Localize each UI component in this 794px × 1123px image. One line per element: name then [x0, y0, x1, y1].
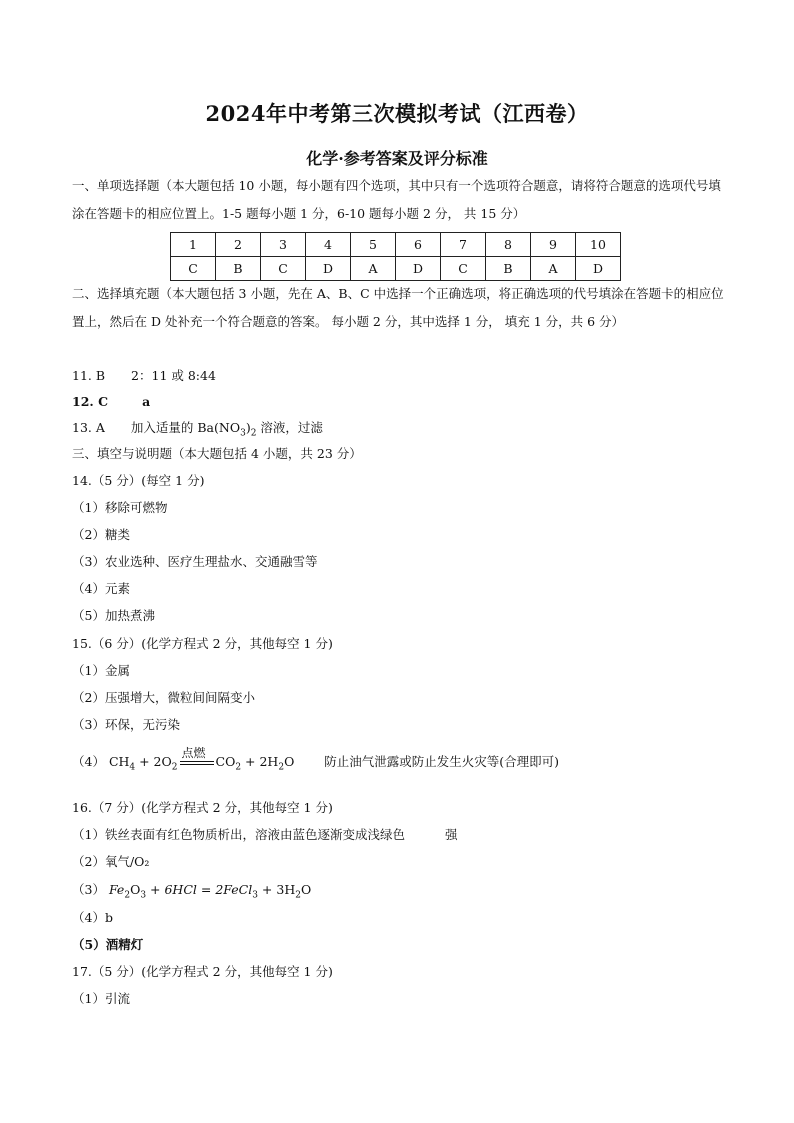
page-title: 2024年中考第三次模拟考试（江西卷） — [205, 101, 589, 126]
q16-item2: （2）氧气/O₂ — [72, 854, 150, 869]
q14-item: （5）加热煮沸 — [72, 608, 155, 623]
answer-cell: D — [306, 257, 351, 281]
q13-number: 13. A — [72, 420, 105, 435]
q13-line — [72, 420, 323, 442]
answer-cell: B — [486, 257, 531, 281]
q13-fill: 加入适量的 $Ba(NO_3)_2$ 溶液，过滤 — [130, 420, 323, 439]
q15-item: （2）压强增大，微粒间间隔变小 — [72, 690, 255, 705]
question-number-cell: 8 — [486, 233, 531, 257]
answer-cell: D — [576, 257, 621, 281]
q16-item1-line — [72, 827, 457, 843]
answer-cell: C — [441, 257, 486, 281]
q16-item1: （1）铁丝表面有红色物质析出，溶液由蓝色逐渐变成浅绿色 — [72, 827, 405, 842]
question-number-cell: 1 — [171, 233, 216, 257]
q17-head: 17.（5 分）(化学方程式 2 分，其他每空 1 分) — [72, 964, 333, 979]
section2-heading: 二、选择填充题（本大题包括 3 小题，先在 A、B、C 中选择一个正确选项，将正确选项的代号填涂在答题卡的相应位置上，然后在 D 处补充一个符合题意的答案。 每小题 2 分，其中选择 1 分， 填充 1 分，共 6 分） — [72, 286, 724, 329]
q12-fill: a — [142, 394, 151, 409]
answer-cell: C — [261, 257, 306, 281]
q16-item4: （4）b — [72, 910, 113, 925]
combustion-equation: $CH_4 + 2O_2$ 点燃 $CO_2 + 2H_2O$ — [108, 745, 295, 773]
question-number-cell: 4 — [306, 233, 351, 257]
table-row-numbers — [171, 233, 621, 257]
q11-fill: 2：11 或 8:44 — [131, 368, 216, 383]
table-row-answers — [171, 257, 621, 281]
answer-cell: A — [531, 257, 576, 281]
q12-line — [72, 394, 150, 410]
section1-heading: 一、单项选择题（本大题包括 10 小题，每小题有四个选项，其中只有一个选项符合题意，请将符合题意的选项代号填涂在答题卡的相应位置上。1-5 题每小题 1 分，6-10 题每小题 2 分， 共 15 分） — [72, 178, 721, 221]
q14-item: （1）移除可燃物 — [72, 500, 168, 515]
answer-cell: B — [216, 257, 261, 281]
q14-item: （4）元素 — [72, 581, 130, 596]
q15-item: （3）环保，无污染 — [72, 717, 180, 732]
q15-item4-note: 防止油气泄露或防止发生火灾等(合理即可) — [324, 754, 560, 769]
answer-cell: A — [351, 257, 396, 281]
question-number-cell: 6 — [396, 233, 441, 257]
q14-item: （2）糖类 — [72, 527, 130, 542]
q16-item1-extra: 强 — [444, 827, 458, 842]
q14-item: （3）农业选种、医疗生理盐水、交通融雪等 — [72, 554, 318, 569]
q12-number: 12. C — [72, 394, 109, 409]
q15-item4-equation-line: （4） $CH_4 + 2O_2$ 点燃 $CO_2 + 2H_2O$ 防止油气泄露或防止发生火灾等(合理即可) — [72, 745, 560, 773]
rust-acid-equation: $Fe_2O_3 + 6HCl$ = 2FeCl$_3$ + $3H_2O$ — [108, 882, 312, 901]
page-subtitle: 化学·参考答案及评分标准 — [306, 149, 488, 168]
q11-line — [72, 368, 216, 384]
question-number-cell: 3 — [261, 233, 306, 257]
question-number-cell: 5 — [351, 233, 396, 257]
q15-item: （1）金属 — [72, 663, 130, 678]
section3-heading: 三、填空与说明题（本大题包括 4 小题，共 23 分） — [72, 446, 362, 461]
q16-head: 16.（7 分）(化学方程式 2 分，其他每空 1 分) — [72, 800, 333, 815]
q14-head: 14.（5 分）(每空 1 分) — [72, 473, 205, 488]
q16-item3-equation-line: （3） $Fe_2O_3 + 6HCl$ = 2FeCl$_3$ + $3H_2O$ — [72, 882, 312, 901]
q16-item5: （5）酒精灯 — [72, 937, 144, 952]
question-number-cell: 10 — [576, 233, 621, 257]
reaction-condition: 点燃 — [181, 745, 206, 760]
answer-cell: D — [396, 257, 441, 281]
q17-item1: （1）引流 — [72, 991, 130, 1006]
answer-cell: C — [171, 257, 216, 281]
q15-head: 15.（6 分）(化学方程式 2 分，其他每空 1 分) — [72, 636, 333, 651]
question-number-cell: 7 — [441, 233, 486, 257]
q11-number: 11. B — [72, 368, 106, 383]
answer-table — [170, 232, 621, 281]
question-number-cell: 2 — [216, 233, 261, 257]
question-number-cell: 9 — [531, 233, 576, 257]
